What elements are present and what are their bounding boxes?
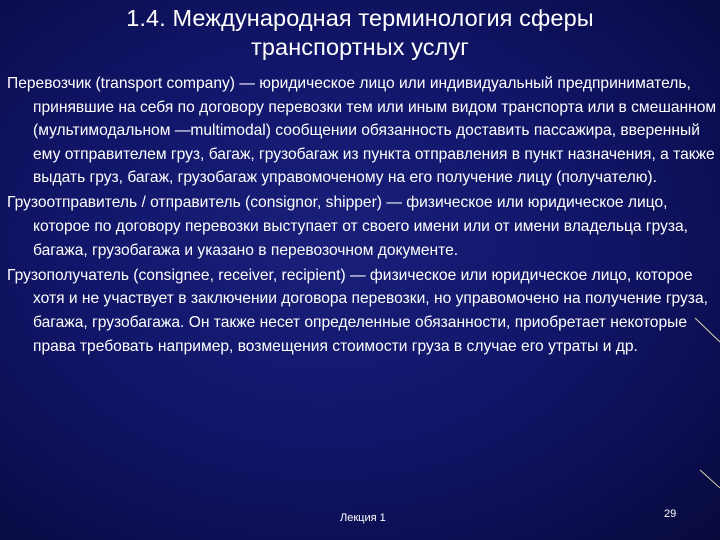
definition-term: Грузоотправитель / отправитель (consignor, shipper)	[7, 194, 382, 212]
slide-title-line-2: транспортных услуг	[251, 34, 469, 60]
definition-text: — физическое или юридическое лицо, которое хотя и не участвует в заключении договора перевозки, но управомочено на получение груза, багажа, грузобагажа. Он также несет определенные обязанности, приобретает некоторые права требовать например, возмещения стоимости груза в случае его утраты и др.	[33, 266, 708, 355]
definitions-list	[7, 72, 719, 360]
definition-carrier	[7, 72, 719, 190]
definition-text: — юридическое лицо или индивидуальный предприниматель, принявшие на себя по договору перевозки тем или иным видом транспорта или в смешанном (мультимодальном —multimodal) сообщении обязанность доставить пассажира, вверенный ему отправителем груз, багаж, грузобагаж из пункта отправления в пункт назначения, а также выдать груз, багаж, грузобагаж управомоченому на его получение лицу (получателю).	[33, 75, 717, 187]
slide-title	[0, 4, 720, 62]
definition-text: — физическое или юридическое лицо, которое по договору перевозки выступает от своего имени или от имени владельца груза, багажа, грузобагажа и указано в перевозочном документе.	[33, 194, 689, 259]
page-number: 29	[664, 508, 677, 520]
slide-title-line-1: 1.4. Международная терминология сферы	[126, 5, 594, 31]
footer-lecture-label: Лекция 1	[340, 512, 386, 524]
definition-term: Перевозчик (transport company)	[7, 75, 235, 92]
definition-term: Грузополучатель (consignee, receiver, recipient)	[7, 266, 346, 284]
definition-consignor	[7, 191, 719, 262]
decorative-line-lower	[700, 470, 720, 488]
definition-consignee	[7, 264, 719, 358]
